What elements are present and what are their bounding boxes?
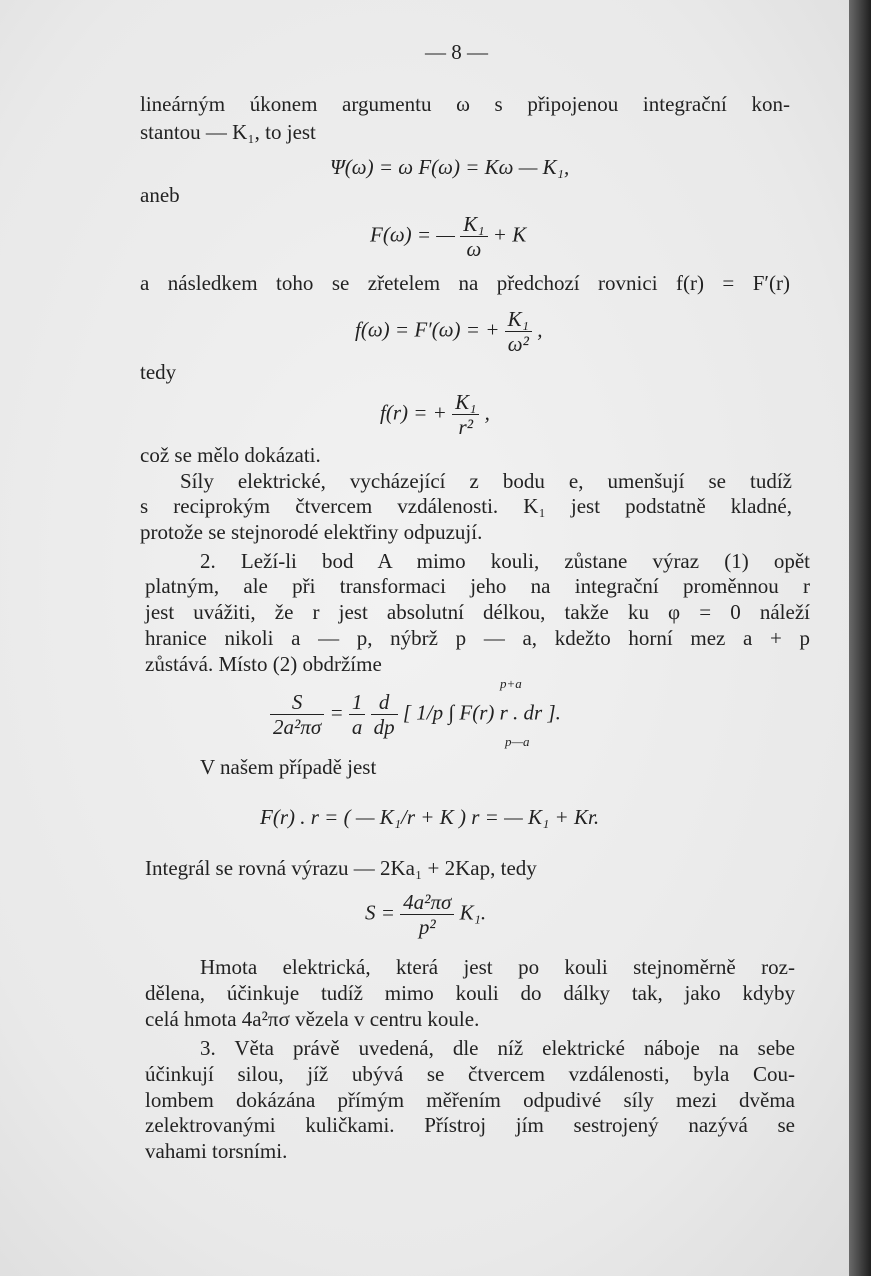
text-line: Hmota elektrická, která jest po kouli stejnoměrně roz-	[200, 955, 795, 979]
denominator: r²	[458, 415, 473, 439]
denominator: ω²	[507, 332, 529, 356]
fraction	[349, 690, 366, 739]
denominator: 2a²πσ	[273, 715, 322, 739]
fraction	[505, 307, 532, 356]
fraction	[452, 390, 479, 439]
numerator: d	[371, 690, 398, 715]
eq-left: f(ω) = F′(ω) = +	[355, 317, 500, 342]
fraction	[371, 690, 398, 739]
page-edge-shadow	[849, 0, 871, 1276]
numerator: 1	[349, 690, 366, 715]
text-line: aneb	[140, 183, 180, 207]
eq-left: f(r) = +	[380, 400, 447, 425]
text-line: zůstává. Místo (2) obdržíme	[145, 652, 382, 676]
text-line: lombem dokázána přímým měřením odpudivé síly mezi dvěma	[145, 1088, 795, 1112]
equation: Ψ(ω) = ω F(ω) = Kω — K₁,	[330, 155, 570, 179]
equation: F(r) . r = ( — K₁/r + K ) r = — K₁ + Kr.	[260, 805, 600, 829]
text-line: platným, ale při transformaci jeho na integrační proměnnou r	[145, 574, 810, 598]
text-line: stantou — K₁, to jest	[140, 120, 316, 144]
denominator: dp	[373, 715, 395, 739]
text-line: 3. Věta právě uvedená, dle níž elektrické náboje na sebe	[200, 1036, 795, 1060]
text-line: dělena, účinkuje tudíž mimo kouli do dálky tak, jako kdyby	[145, 981, 795, 1005]
numerator: 4a²πσ	[400, 890, 454, 915]
fraction	[270, 690, 324, 739]
page-number: — 8 —	[425, 40, 488, 64]
numerator: K₁	[505, 307, 532, 332]
text-line: celá hmota 4a²πσ vězela v centru koule.	[145, 1007, 480, 1031]
text-line: protože se stejnorodé elektřiny odpuzují.	[140, 520, 483, 544]
text-line: tedy	[140, 360, 177, 384]
text-line: což se mělo dokázati.	[140, 443, 321, 467]
text-line: jest uvážiti, že r jest absolutní délkou, takže ku φ = 0 náleží	[145, 600, 810, 624]
eq-tail: ,	[484, 400, 490, 425]
text-line: lineárným úkonem argumentu ω s připojenou integrační kon-	[140, 92, 790, 116]
text-line: 2. Leží-li bod A mimo kouli, zůstane výraz (1) opět	[200, 549, 810, 573]
text-line: účinkují silou, jíž ubývá se čtvercem vzdálenosti, byla Cou-	[145, 1062, 795, 1086]
denominator: ω	[466, 237, 482, 261]
eq-tail: ,	[537, 317, 543, 342]
equation	[380, 390, 490, 439]
equation	[270, 690, 561, 739]
denominator: p²	[418, 915, 436, 939]
integral-lower-limit: p—a	[505, 734, 530, 749]
denominator: a	[351, 715, 363, 739]
numerator: K₁	[460, 212, 487, 237]
equals-sign: =	[329, 700, 344, 725]
eq-left: S =	[365, 900, 395, 925]
integral-expression: [ 1/p ∫ F(r) r . dr ].	[402, 700, 561, 725]
text-line: vahami torsními.	[145, 1139, 288, 1163]
text-line: Integrál se rovná výrazu — 2Ka₁ + 2Kap, tedy	[145, 856, 537, 880]
fraction	[460, 212, 487, 261]
numerator: K₁	[452, 390, 479, 415]
equation	[370, 212, 526, 261]
text-line: hranice nikoli a — p, nýbrž p — a, kdežto horní mez a + p	[145, 626, 810, 650]
text-line: s reciprokým čtvercem vzdálenosti. K₁ jest podstatně kladné,	[140, 494, 792, 518]
eq-left: F(ω) = —	[370, 222, 455, 247]
eq-right: K₁.	[459, 900, 487, 925]
fraction	[400, 890, 454, 939]
eq-right: + K	[492, 222, 527, 247]
text-line: zelektrovanými kuličkami. Přístroj jím sestrojený nazývá se	[145, 1113, 795, 1137]
text-line: a následkem toho se zřetelem na předchozí rovnici f(r) = F′(r)	[140, 271, 790, 295]
text-line: V našem případě jest	[200, 755, 377, 779]
equation	[365, 890, 486, 939]
integral-upper-limit: p+a	[500, 676, 522, 691]
numerator: S	[270, 690, 324, 715]
text-line: Síly elektrické, vycházející z bodu e, umenšují se tudíž	[180, 469, 792, 493]
equation	[355, 307, 542, 356]
